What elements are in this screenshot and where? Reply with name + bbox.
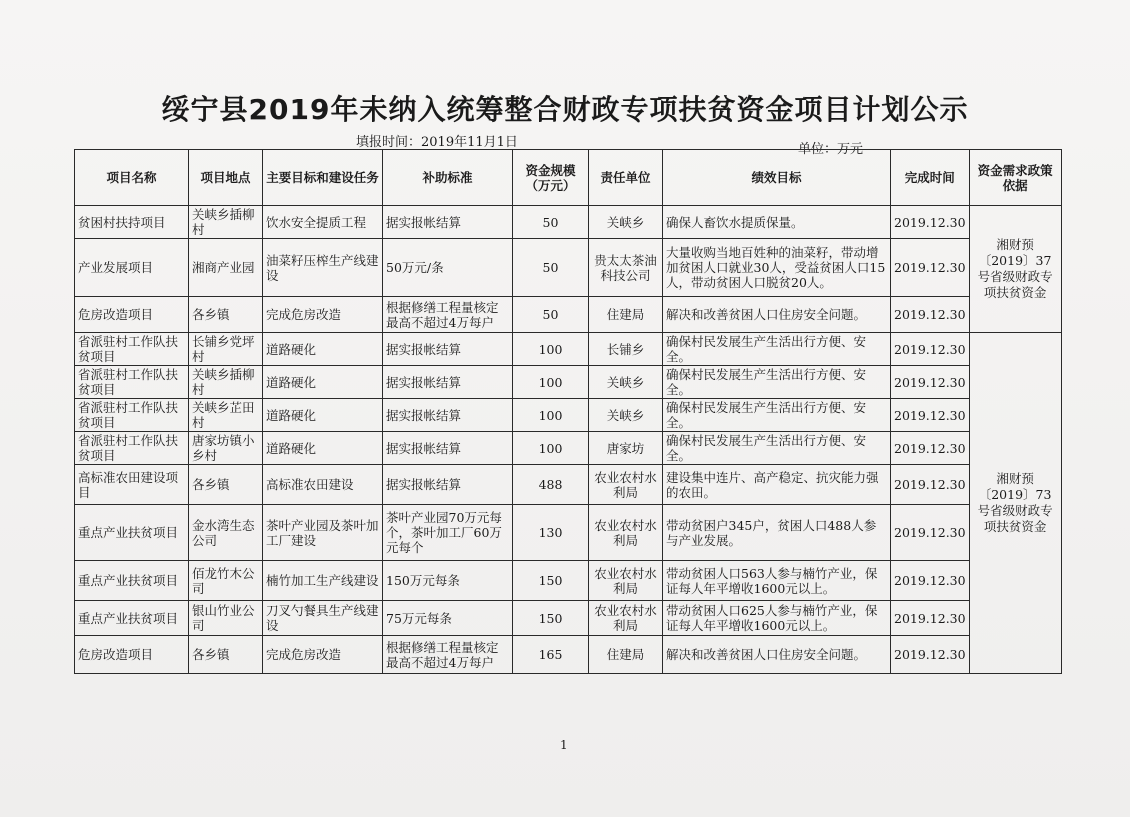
cell-goal: 确保村民发展生产生活出行方便、安全。 (663, 399, 891, 432)
cell-location: 银山竹业公司 (189, 601, 263, 636)
cell-unit: 关峡乡 (589, 399, 663, 432)
cell-time: 2019.12.30 (891, 399, 970, 432)
cell-name: 重点产业扶贫项目 (75, 601, 189, 636)
cell-location: 各乡镇 (189, 636, 263, 674)
cell-amount: 50 (513, 297, 589, 333)
cell-location: 湘商产业园 (189, 239, 263, 297)
cell-time: 2019.12.30 (891, 297, 970, 333)
cell-name: 产业发展项目 (75, 239, 189, 297)
cell-goal: 确保村民发展生产生活出行方便、安全。 (663, 432, 891, 465)
cell-location: 各乡镇 (189, 465, 263, 505)
cell-task: 楠竹加工生产线建设 (263, 561, 383, 601)
cell-task: 茶叶产业园及茶叶加工厂建设 (263, 505, 383, 561)
cell-standard: 根据修缮工程量核定最高不超过4万每户 (383, 636, 513, 674)
cell-unit: 关峡乡 (589, 366, 663, 399)
table-row (75, 399, 1062, 432)
cell-unit: 贵太太茶油科技公司 (589, 239, 663, 297)
project-table (74, 149, 1062, 674)
cell-name: 高标准农田建设项目 (75, 465, 189, 505)
cell-task: 完成危房改造 (263, 297, 383, 333)
header-cell: 绩效目标 (663, 150, 891, 206)
cell-unit: 关峡乡 (589, 206, 663, 239)
table-row (75, 366, 1062, 399)
cell-unit: 农业农村水利局 (589, 505, 663, 561)
cell-amount: 150 (513, 561, 589, 601)
table-row (75, 432, 1062, 465)
cell-time: 2019.12.30 (891, 206, 970, 239)
cell-goal: 确保村民发展生产生活出行方便、安全。 (663, 333, 891, 366)
page-title: 绥宁县2019年未纳入统筹整合财政专项扶贫资金项目计划公示 (161, 93, 969, 126)
cell-standard: 据实报帐结算 (383, 366, 513, 399)
cell-name: 省派驻村工作队扶贫项目 (75, 366, 189, 399)
cell-amount: 165 (513, 636, 589, 674)
table-row (75, 465, 1062, 505)
cell-time: 2019.12.30 (891, 601, 970, 636)
table-row (75, 239, 1062, 297)
cell-amount: 150 (513, 601, 589, 636)
cell-standard: 根据修缮工程量核定最高不超过4万每户 (383, 297, 513, 333)
cell-name: 危房改造项目 (75, 297, 189, 333)
cell-location: 关峡乡芷田村 (189, 399, 263, 432)
cell-unit: 长铺乡 (589, 333, 663, 366)
cell-location: 佰龙竹木公司 (189, 561, 263, 601)
unit-label: 单位：万元 (798, 142, 864, 157)
cell-task: 道路硬化 (263, 366, 383, 399)
cell-task: 油菜籽压榨生产线建设 (263, 239, 383, 297)
cell-name: 省派驻村工作队扶贫项目 (75, 432, 189, 465)
cell-unit: 农业农村水利局 (589, 561, 663, 601)
page-number: 1 (560, 738, 568, 752)
cell-unit: 住建局 (589, 636, 663, 674)
header-cell: 补助标准 (383, 150, 513, 206)
cell-amount: 100 (513, 333, 589, 366)
cell-name: 危房改造项目 (75, 636, 189, 674)
cell-standard: 150万元每条 (383, 561, 513, 601)
cell-unit: 农业农村水利局 (589, 465, 663, 505)
cell-amount: 130 (513, 505, 589, 561)
cell-task: 道路硬化 (263, 333, 383, 366)
cell-amount: 100 (513, 399, 589, 432)
cell-policy: 湘财预〔2019〕37号省级财政专项扶贫资金 (969, 206, 1061, 333)
cell-standard: 茶叶产业园70万元每个，茶叶加工厂60万元每个 (383, 505, 513, 561)
cell-name: 贫困村扶持项目 (75, 206, 189, 239)
cell-location: 关峡乡插柳村 (189, 366, 263, 399)
cell-task: 完成危房改造 (263, 636, 383, 674)
cell-task: 高标准农田建设 (263, 465, 383, 505)
table-row (75, 601, 1062, 636)
cell-unit: 农业农村水利局 (589, 601, 663, 636)
table-row (75, 505, 1062, 561)
header-cell: 项目地点 (189, 150, 263, 206)
cell-name: 省派驻村工作队扶贫项目 (75, 333, 189, 366)
cell-amount: 50 (513, 206, 589, 239)
cell-time: 2019.12.30 (891, 366, 970, 399)
table-row (75, 333, 1062, 366)
cell-goal: 带动贫困户345户，贫困人口488人参与产业发展。 (663, 505, 891, 561)
cell-time: 2019.12.30 (891, 561, 970, 601)
cell-task: 刀叉勺餐具生产线建设 (263, 601, 383, 636)
cell-time: 2019.12.30 (891, 465, 970, 505)
cell-time: 2019.12.30 (891, 636, 970, 674)
cell-goal: 大量收购当地百姓种的油菜籽，带动增加贫困人口就业30人，受益贫困人口15人，带动贫困人口脱贫20人。 (663, 239, 891, 297)
cell-task: 道路硬化 (263, 432, 383, 465)
cell-name: 省派驻村工作队扶贫项目 (75, 399, 189, 432)
fill-date: 填报时间：2019年11月1日 (356, 135, 518, 150)
cell-name: 重点产业扶贫项目 (75, 505, 189, 561)
cell-location: 长铺乡党坪村 (189, 333, 263, 366)
cell-location: 金水湾生态公司 (189, 505, 263, 561)
cell-policy: 湘财预〔2019〕73号省级财政专项扶贫资金 (969, 333, 1061, 674)
cell-amount: 50 (513, 239, 589, 297)
cell-time: 2019.12.30 (891, 239, 970, 297)
cell-standard: 75万元每条 (383, 601, 513, 636)
cell-time: 2019.12.30 (891, 432, 970, 465)
cell-amount: 100 (513, 366, 589, 399)
cell-standard: 据实报帐结算 (383, 465, 513, 505)
cell-location: 关峡乡插柳村 (189, 206, 263, 239)
table-header-row (75, 150, 1062, 206)
cell-location: 唐家坊镇小乡村 (189, 432, 263, 465)
cell-goal: 带动贫困人口625人参与楠竹产业，保证每人年平增收1600元以上。 (663, 601, 891, 636)
cell-task: 饮水安全提质工程 (263, 206, 383, 239)
cell-amount: 100 (513, 432, 589, 465)
cell-standard: 50万元/条 (383, 239, 513, 297)
header-cell: 完成时间 (891, 150, 970, 206)
cell-goal: 带动贫困人口563人参与楠竹产业，保证每人年平增收1600元以上。 (663, 561, 891, 601)
cell-time: 2019.12.30 (891, 505, 970, 561)
cell-name: 重点产业扶贫项目 (75, 561, 189, 601)
cell-standard: 据实报帐结算 (383, 333, 513, 366)
cell-goal: 解决和改善贫困人口住房安全问题。 (663, 636, 891, 674)
cell-time: 2019.12.30 (891, 333, 970, 366)
header-cell: 项目名称 (75, 150, 189, 206)
cell-unit: 住建局 (589, 297, 663, 333)
cell-goal: 确保人畜饮水提质保量。 (663, 206, 891, 239)
table-row (75, 297, 1062, 333)
header-cell: 主要目标和建设任务 (263, 150, 383, 206)
cell-goal: 建设集中连片、高产稳定、抗灾能力强的农田。 (663, 465, 891, 505)
header-cell: 资金规模（万元） (513, 150, 589, 206)
cell-unit: 唐家坊 (589, 432, 663, 465)
header-cell: 资金需求政策依据 (969, 150, 1061, 206)
header-cell: 责任单位 (589, 150, 663, 206)
cell-standard: 据实报帐结算 (383, 399, 513, 432)
cell-standard: 据实报帐结算 (383, 206, 513, 239)
cell-goal: 解决和改善贫困人口住房安全问题。 (663, 297, 891, 333)
cell-location: 各乡镇 (189, 297, 263, 333)
cell-standard: 据实报帐结算 (383, 432, 513, 465)
cell-task: 道路硬化 (263, 399, 383, 432)
table-row (75, 206, 1062, 239)
table-row (75, 636, 1062, 674)
table-row (75, 561, 1062, 601)
cell-goal: 确保村民发展生产生活出行方便、安全。 (663, 366, 891, 399)
cell-amount: 488 (513, 465, 589, 505)
